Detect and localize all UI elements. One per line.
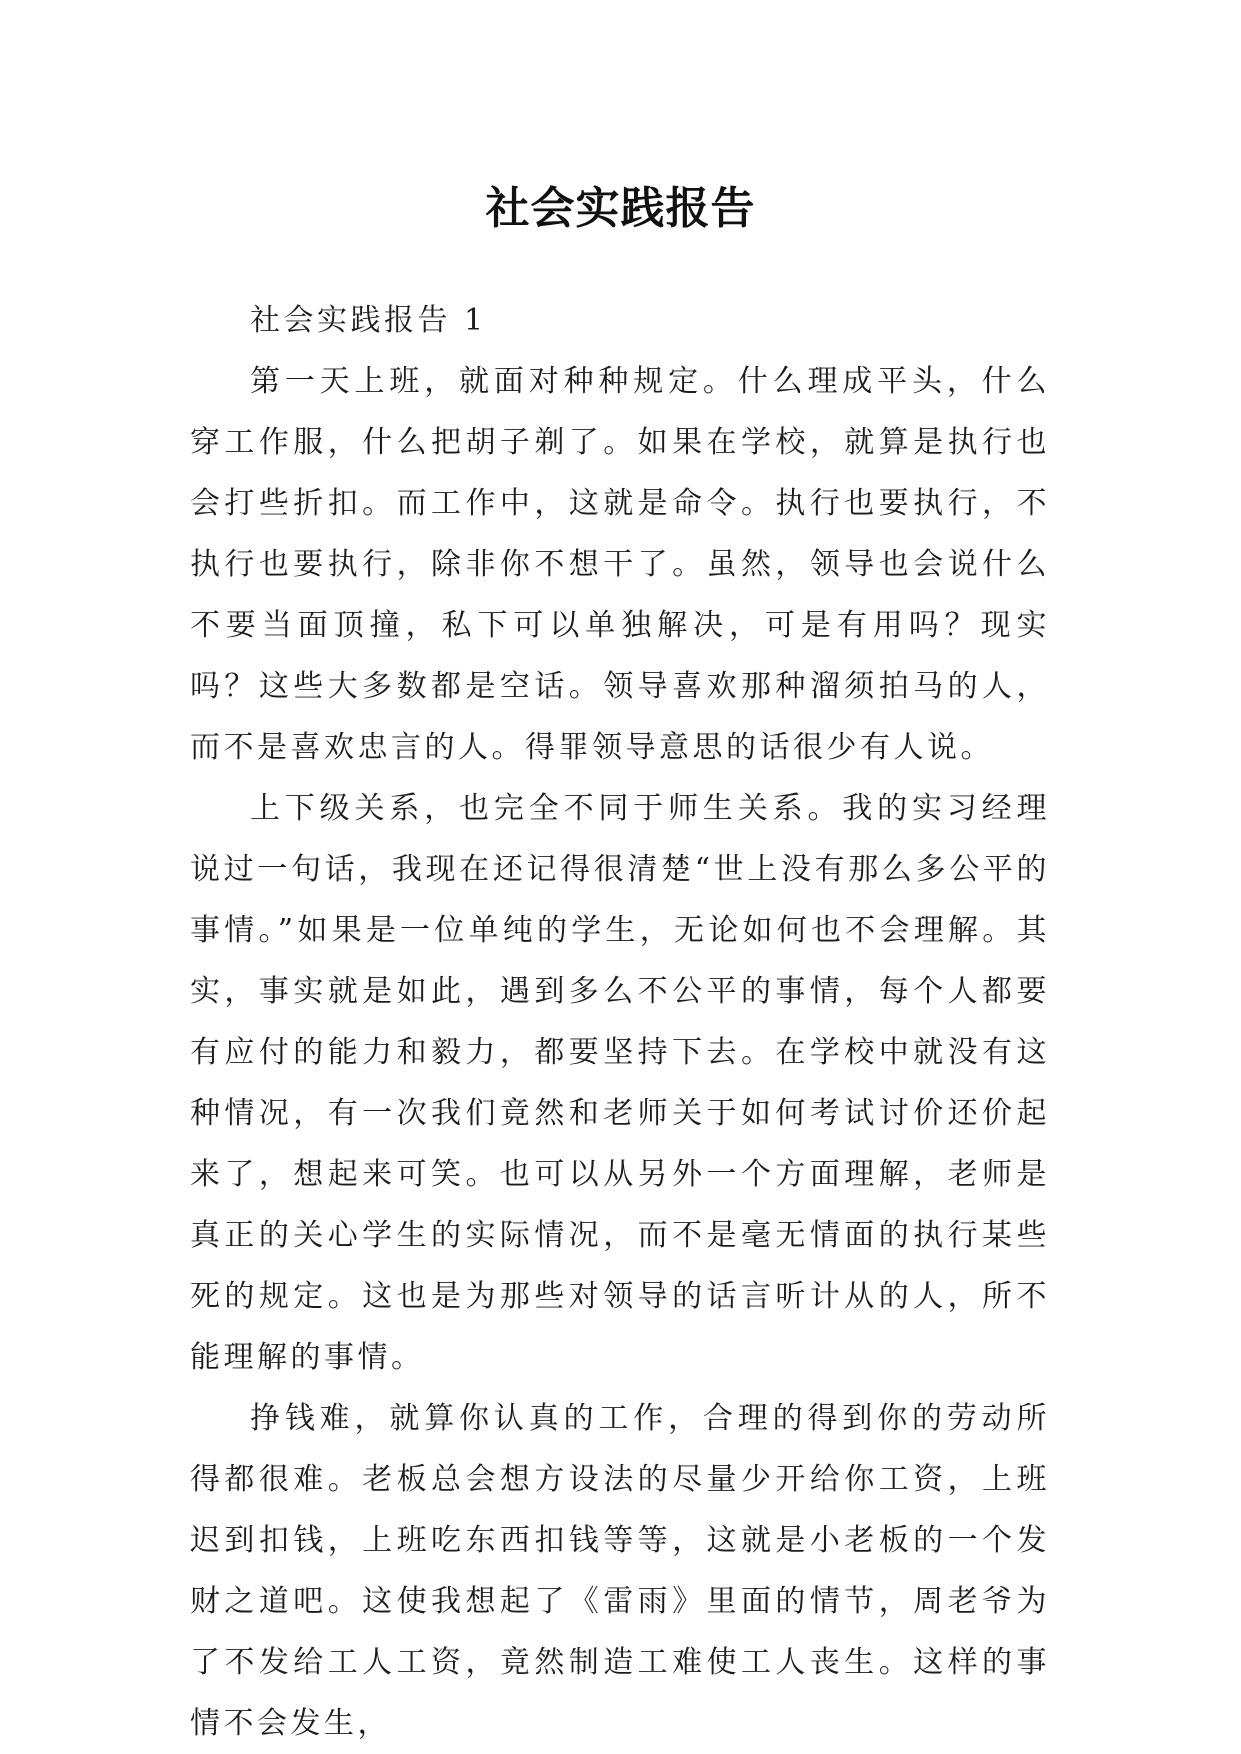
- document-title: 社会实践报告: [485, 183, 756, 235]
- document-body: [190, 290, 1050, 1754]
- paragraph-3: 挣钱难，就算你认真的工作，合理的得到你的劳动所得都很难。老板总会想方设法的尽量少开给你工资，上班迟到扣钱，上班吃东西扣钱等等，这就是小老板的一个发财之道吧。这使我想起了《雷雨》里面的情节，周老爷为了不发给工人工资，竟然制造工难使工人丧生。这样的事情不会发生，: [190, 1401, 1050, 1741]
- paragraph-1: 第一天上班，就面对种种规定。什么理成平头，什么穿工作服，什么把胡子剃了。如果在学校，就算是执行也会打些折扣。而工作中，这就是命令。执行也要执行，不执行也要执行，除非你不想干了。虽然，领导也会说什么不要当面顶撞，私下可以单独解决，可是有用吗？现实吗？这些大多数都是空话。领导喜欢那种溜须拍马的人，而不是喜欢忠言的人。得罪领导意思的话很少有人说。: [190, 364, 1050, 765]
- paragraph-2: 上下级关系，也完全不同于师生关系。我的实习经理说过一句话，我现在还记得很清楚“世上没有那么多公平的事情。”如果是一位单纯的学生，无论如何也不会理解。其实，事实就是如此，遇到多么不公平的事情，每个人都要有应付的能力和毅力，都要坚持下去。在学校中就没有这种情况，有一次我们竟然和老师关于如何考试讨价还价起来了，想起来可笑。也可以从另外一个方面理解，老师是真正的关心学生的实际情况，而不是毫无情面的执行某些死的规定。这也是为那些对领导的话言听计从的人，所不能理解的事情。: [190, 791, 1050, 1375]
- section-heading: 社会实践报告 1: [250, 303, 487, 338]
